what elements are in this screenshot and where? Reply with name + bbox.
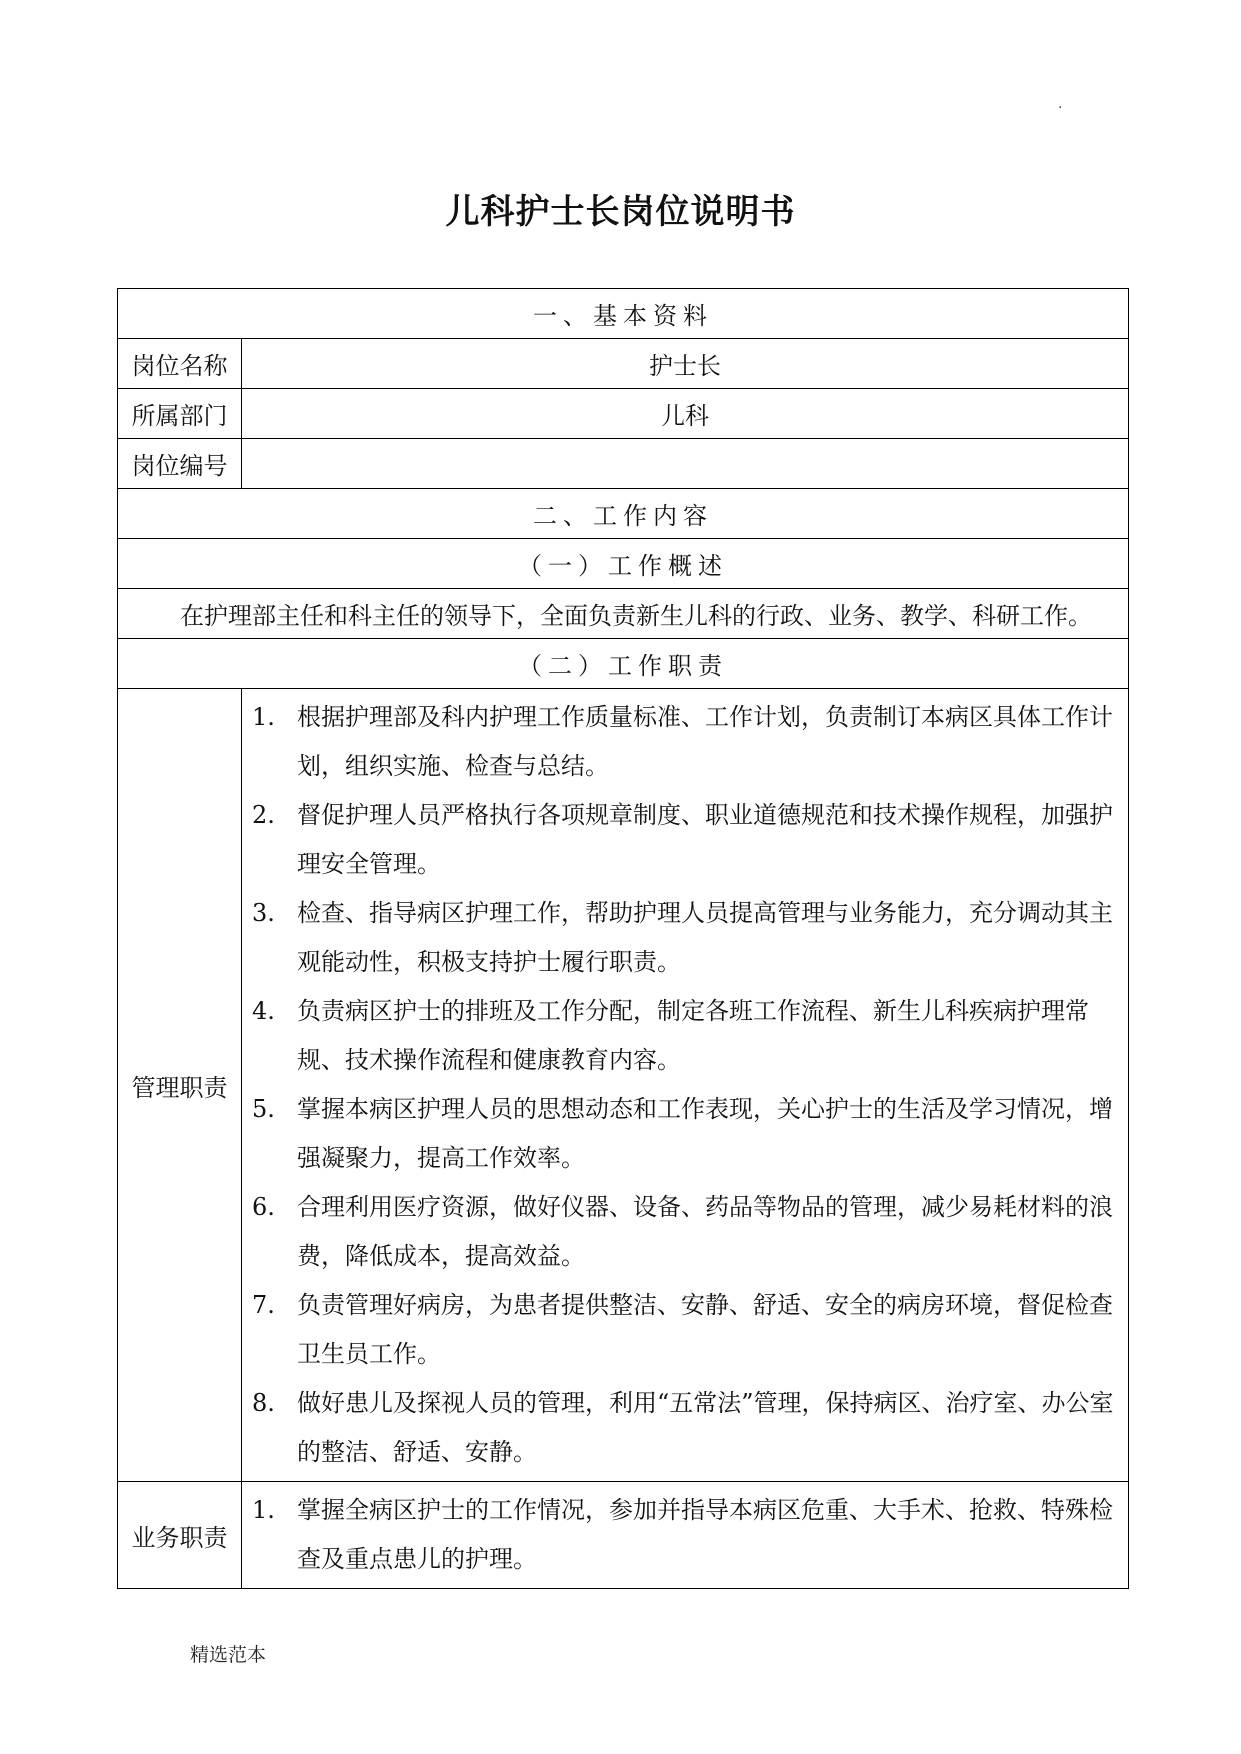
job-description-table [117, 288, 1129, 1589]
list-item [252, 1486, 1116, 1584]
business-duties-list [242, 1482, 1129, 1589]
corner-mark: . [1058, 96, 1063, 112]
business-duties-label: 业务职责 [118, 1482, 242, 1589]
item-text: 根据护理部及科内护理工作质量标准、工作计划，负责制订本病区具体工作计划，组织实施、检查与总结。 [297, 703, 1113, 780]
item-text: 负责管理好病房，为患者提供整洁、安静、舒适、安全的病房环境，督促检查卫生员工作。 [297, 1291, 1113, 1368]
footer-note: 精选范本 [190, 1644, 267, 1666]
subsection-heading-duties: （二）工作职责 [118, 639, 1129, 689]
field-value-code [242, 439, 1129, 489]
field-value-position: 护士长 [242, 339, 1129, 389]
field-value-department: 儿科 [242, 389, 1129, 439]
item-number: 6. [252, 1193, 275, 1221]
item-number: 8. [252, 1389, 275, 1417]
item-text: 掌握本病区护理人员的思想动态和工作表现，关心护士的生活及学习情况，增强凝聚力，提高工作效率。 [297, 1095, 1113, 1172]
item-number: 1. [252, 703, 275, 731]
table-row [118, 439, 1129, 489]
table-row [118, 339, 1129, 389]
management-duties-row [118, 689, 1129, 1482]
item-number: 2. [252, 801, 275, 829]
section-heading-basic: 一、基本资料 [118, 289, 1129, 339]
item-text: 做好患儿及探视人员的管理，利用“五常法”管理，保持病区、治疗室、办公室的整洁、舒适、安静。 [297, 1389, 1114, 1466]
item-text: 检查、指导病区护理工作，帮助护理人员提高管理与业务能力，充分调动其主观能动性，积极支持护士履行职责。 [297, 899, 1113, 976]
item-text: 督促护理人员严格执行各项规章制度、职业道德规范和技术操作规程，加强护理安全管理。 [297, 801, 1113, 878]
management-duties-label: 管理职责 [118, 689, 242, 1482]
list-item [252, 889, 1116, 987]
management-duties-list [242, 689, 1129, 1482]
item-text: 负责病区护士的排班及工作分配，制定各班工作流程、新生儿科疾病护理常规、技术操作流程和健康教育内容。 [297, 997, 1089, 1074]
business-duties-row [118, 1482, 1129, 1589]
item-number: 1. [252, 1496, 275, 1524]
list-item [252, 1085, 1116, 1183]
list-item [252, 1281, 1116, 1379]
field-label-department: 所属部门 [118, 389, 242, 439]
list-item [252, 791, 1116, 889]
page-title: 儿科护士长岗位说明书 [445, 192, 796, 232]
item-number: 4. [252, 997, 275, 1025]
item-text: 掌握全病区护士的工作情况，参加并指导本病区危重、大手术、抢救、特殊检查及重点患儿的护理。 [297, 1496, 1113, 1573]
list-item [252, 1183, 1116, 1281]
item-text: 合理利用医疗资源，做好仪器、设备、药品等物品的管理，减少易耗材料的浪费，降低成本，提高效益。 [297, 1193, 1113, 1270]
subsection-heading-overview: （一）工作概述 [118, 539, 1129, 589]
item-number: 5. [252, 1095, 275, 1123]
field-label-position: 岗位名称 [118, 339, 242, 389]
section-heading-work: 二、工作内容 [118, 489, 1129, 539]
table-row [118, 389, 1129, 439]
overview-text: 在护理部主任和科主任的领导下，全面负责新生儿科的行政、业务、教学、科研工作。 [118, 589, 1129, 639]
item-number: 7. [252, 1291, 275, 1319]
field-label-code: 岗位编号 [118, 439, 242, 489]
item-number: 3. [252, 899, 275, 927]
list-item [252, 1379, 1116, 1477]
list-item [252, 693, 1116, 791]
list-item [252, 987, 1116, 1085]
